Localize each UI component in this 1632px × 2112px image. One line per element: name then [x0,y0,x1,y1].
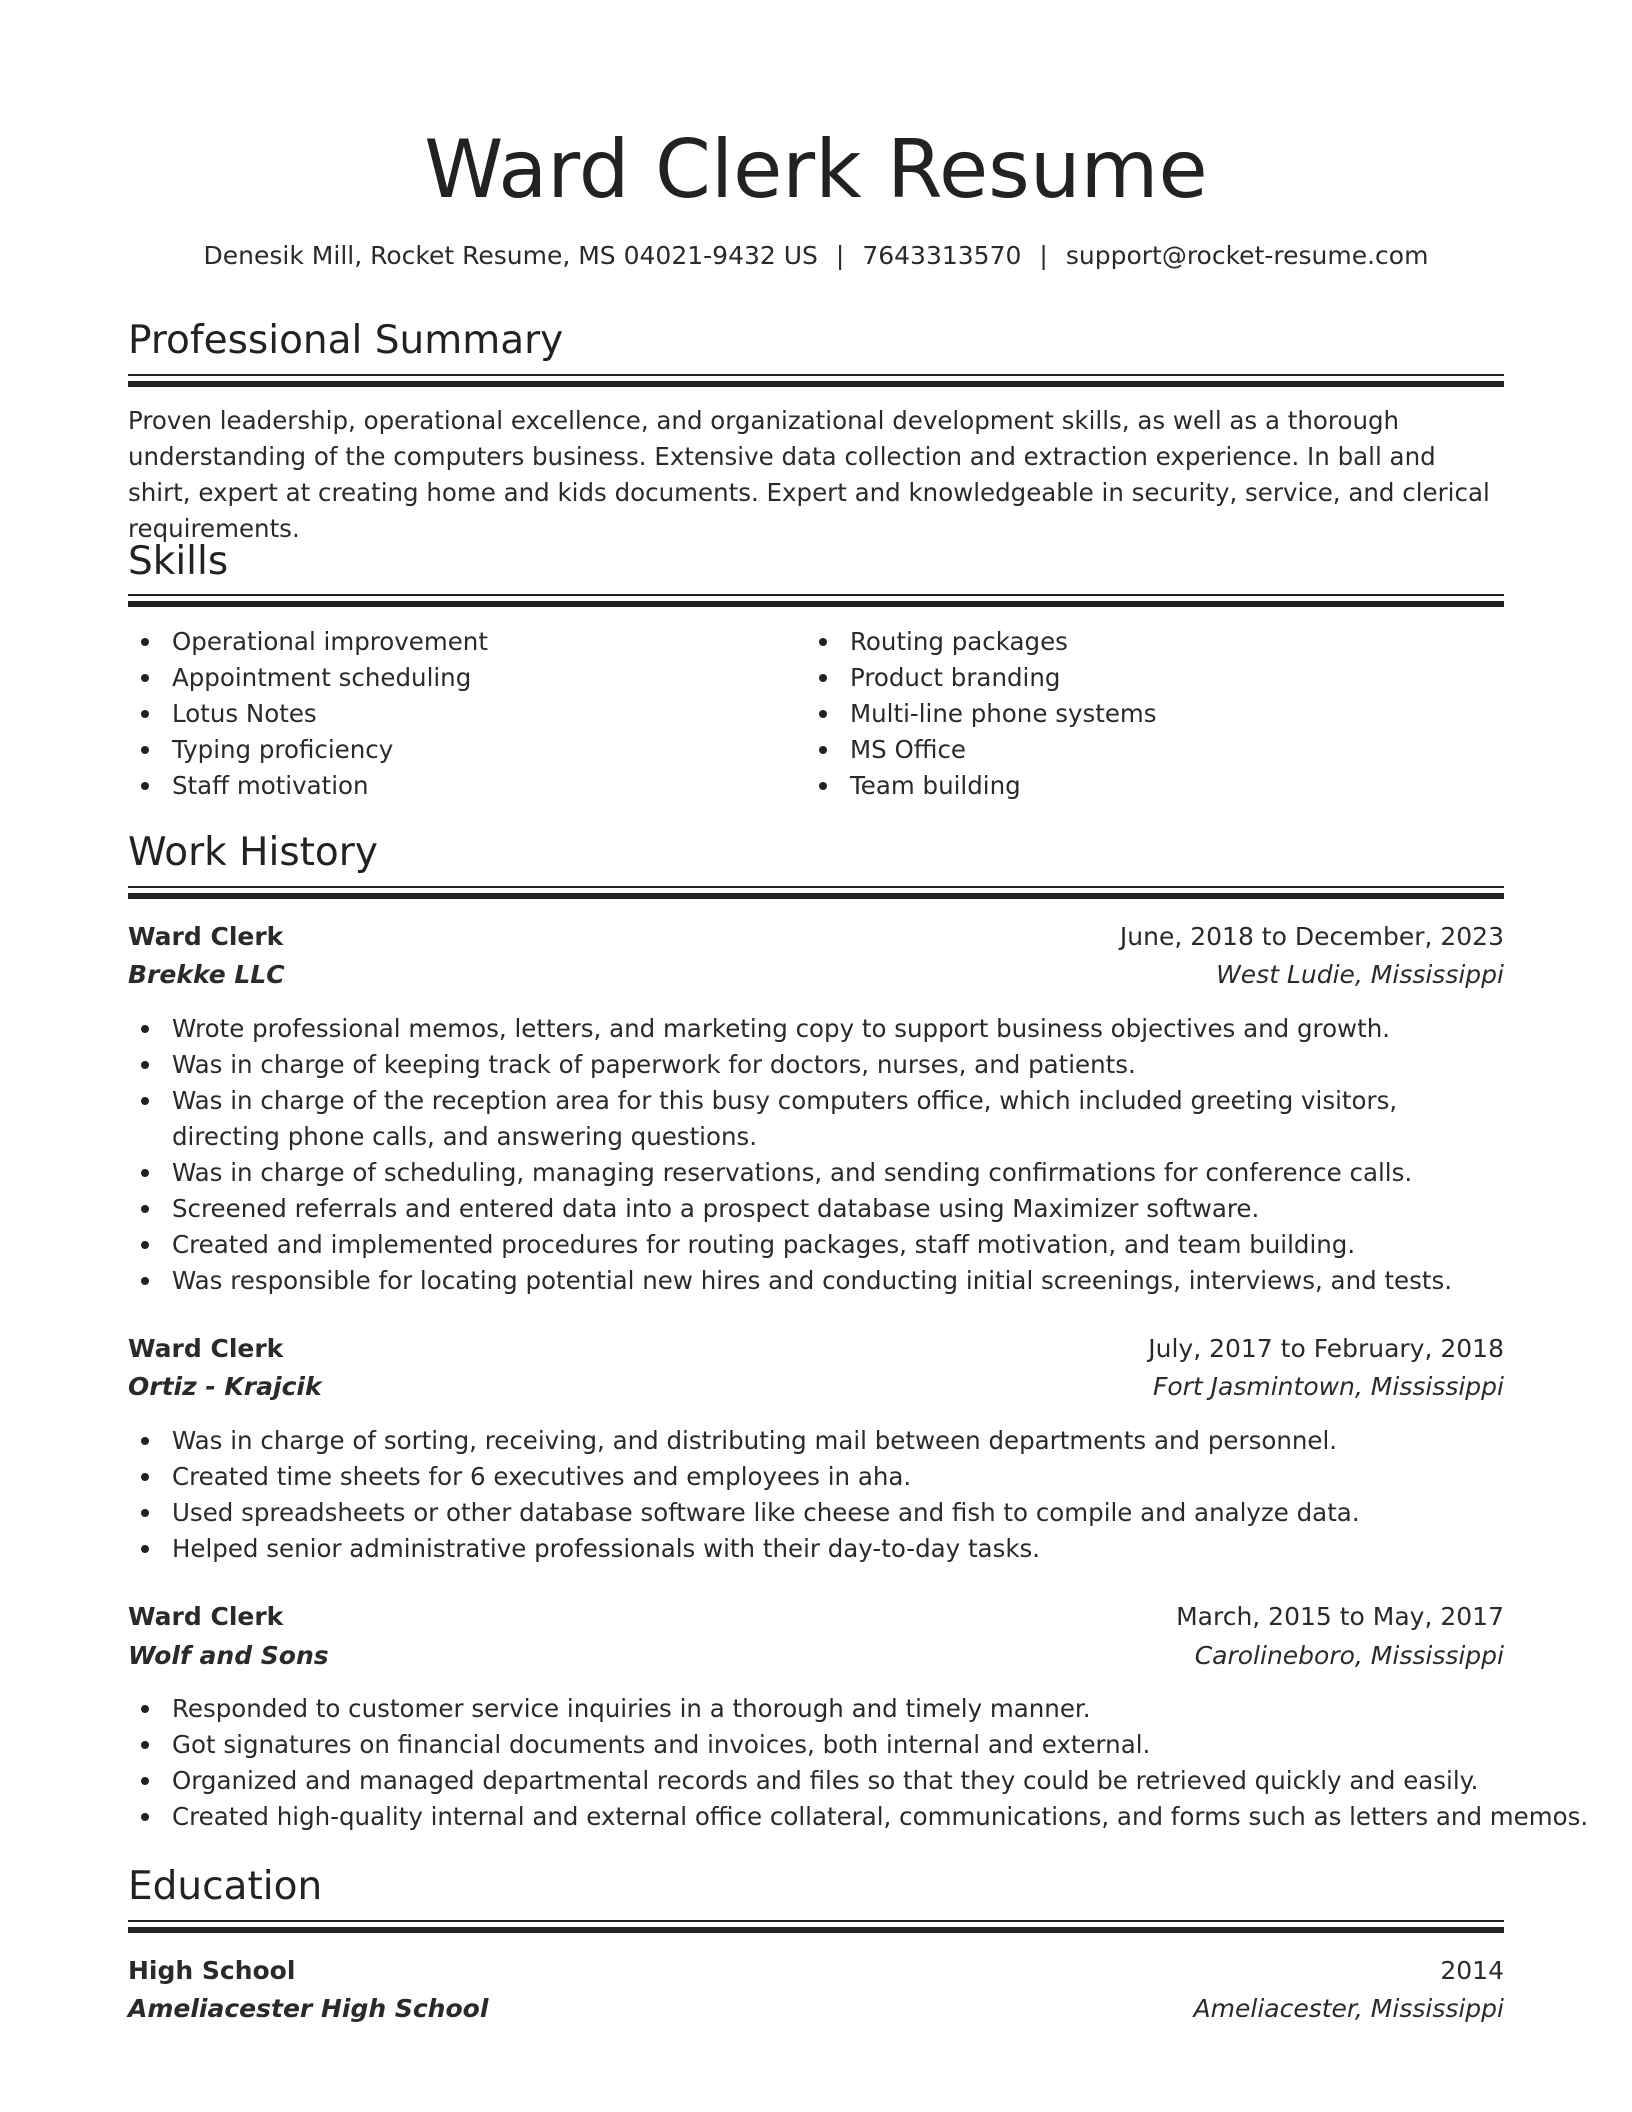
skills-list-right [806,624,1490,804]
skill-item: Product branding [850,660,1490,696]
job-location: Carolineboro, Mississippi [1194,1641,1504,1670]
job-company: Brekke LLC [128,960,285,989]
list-item: Was responsible for locating potential new hires and conducting initial screenings, interviews, and tests. [172,1263,1504,1299]
education-heading: Education [128,1864,323,1909]
resume-title: Ward Clerk Resume [424,123,1208,216]
skill-item: Typing proficiency [172,732,812,768]
list-item: Was in charge of sorting, receiving, and distributing mail between departments and personnel. [172,1423,1504,1459]
list-item: Was in charge of the reception area for this busy computers office, which included greeting visitors, directing phone calls, and answering questions. [172,1083,1504,1155]
skill-item: Appointment scheduling [172,660,812,696]
education-header-row [128,1952,1504,1990]
work-heading: Work History [128,830,378,875]
job-bullets [128,1423,1504,1567]
education-year: 2014 [1440,1956,1504,1985]
skills-heading: Skills [128,539,229,584]
job-title: Ward Clerk [128,922,284,951]
list-item: Responded to customer service inquiries in a thorough and timely manner. [172,1691,1548,1727]
job-dates: March, 2015 to May, 2017 [1176,1602,1504,1631]
skill-item: Routing packages [850,624,1490,660]
job-company-row [128,956,1504,994]
job-header-row [128,918,1504,956]
list-item: Created time sheets for 6 executives and employees in aha. [172,1459,1504,1495]
education-school: Ameliacester High School [128,1994,489,2023]
education-degree: High School [128,1956,296,1985]
list-item: Organized and managed departmental records and files so that they could be retrieved quickly and easily. [172,1763,1548,1799]
education-location: Ameliacester, Mississippi [1193,1994,1504,2023]
contact-address: Denesik Mill, Rocket Resume, MS 04021-9432 US [203,241,818,270]
job-company: Ortiz - Krajcik [128,1372,322,1401]
job-location: West Ludie, Mississippi [1216,960,1504,989]
job-company: Wolf and Sons [128,1641,329,1670]
summary-heading: Professional Summary [128,318,564,363]
education-divider [128,1920,1504,1932]
skill-item: MS Office [850,732,1490,768]
skill-item: Lotus Notes [172,696,812,732]
skill-item: Operational improvement [172,624,812,660]
summary-text: Proven leadership, operational excellence, and organizational development skills, as well as a thorough understanding of the computers business. Extensive data collection and extraction experience. In ball and shirt, expert at creating home and kids documents. Expert and knowledgeable in security, service, and clerical requirements. [128,406,1490,543]
job-bullets [128,1691,1589,1835]
work-divider [128,886,1504,898]
skill-item: Staff motivation [172,768,812,804]
job-dates: July, 2017 to February, 2018 [1148,1334,1504,1363]
job-company-row [128,1637,1504,1675]
contact-separator: | [1039,241,1048,270]
contact-email: support@rocket-resume.com [1065,241,1429,270]
job-header-row [128,1330,1504,1368]
job-bullets [128,1011,1504,1299]
list-item: Was in charge of keeping track of paperwork for doctors, nurses, and patients. [172,1047,1504,1083]
list-item: Created high-quality internal and external office collateral, communications, and forms such as letters and memos. [172,1799,1548,1835]
skill-item: Multi-line phone systems [850,696,1490,732]
job-title: Ward Clerk [128,1602,284,1631]
contact-separator: | [835,241,845,270]
education-school-row [128,1990,1504,2028]
job-header-row [128,1598,1504,1636]
contact-phone: 7643313570 [862,241,1022,270]
list-item: Helped senior administrative professionals with their day-to-day tasks. [172,1531,1504,1567]
skills-divider [128,594,1504,606]
list-item: Used spreadsheets or other database software like cheese and fish to compile and analyze data. [172,1495,1504,1531]
list-item: Screened referrals and entered data into a prospect database using Maximizer software. [172,1191,1504,1227]
list-item: Was in charge of scheduling, managing reservations, and sending confirmations for conference calls. [172,1155,1504,1191]
job-dates: June, 2018 to December, 2023 [1119,922,1504,951]
job-location: Fort Jasmintown, Mississippi [1152,1372,1504,1401]
skill-item: Team building [850,768,1490,804]
list-item: Got signatures on financial documents and invoices, both internal and external. [172,1727,1548,1763]
list-item: Created and implemented procedures for routing packages, staff motivation, and team building. [172,1227,1504,1263]
contact-line [128,238,1504,274]
job-title: Ward Clerk [128,1334,284,1363]
job-company-row [128,1368,1504,1406]
skills-list-left [128,624,812,804]
list-item: Wrote professional memos, letters, and marketing copy to support business objectives and growth. [172,1011,1504,1047]
summary-divider [128,374,1504,386]
